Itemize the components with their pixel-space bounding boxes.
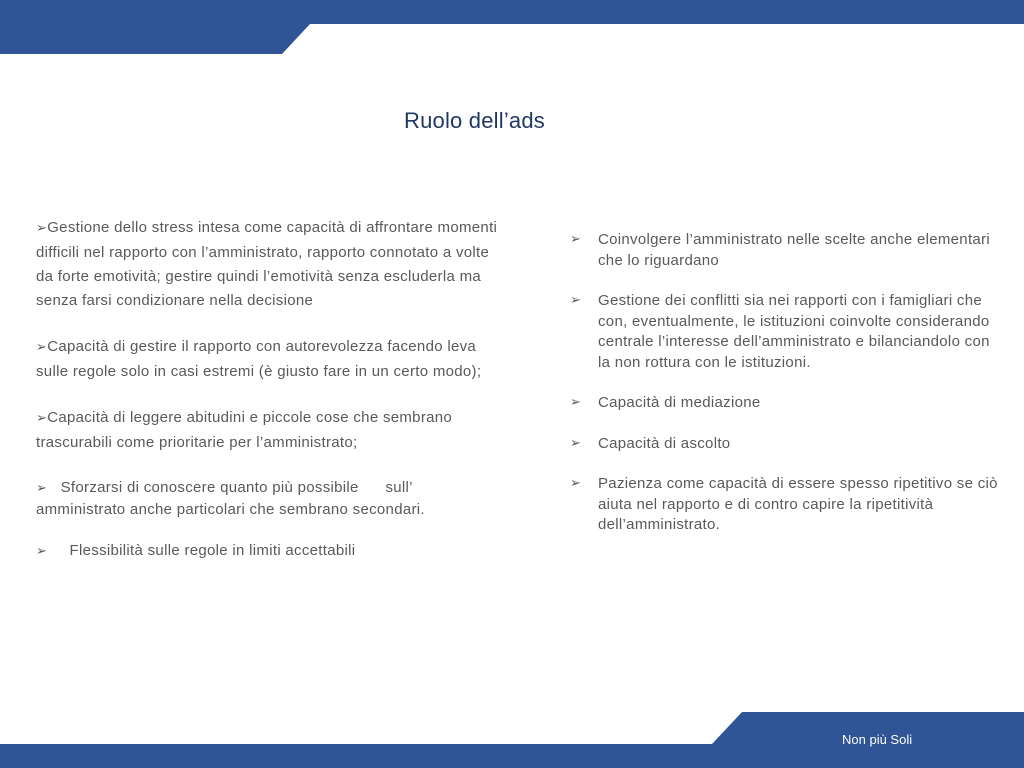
list-item — [570, 230, 1000, 271]
top-decorative-band — [0, 0, 1024, 56]
list-item — [570, 474, 1000, 536]
arrow-bullet-icon: ➢ — [570, 435, 582, 451]
arrow-bullet-icon: ➢ — [570, 476, 582, 491]
footer-label: Non più Soli — [842, 732, 913, 747]
list-item-text: Capacità di mediazione — [598, 394, 761, 411]
slide-title: Ruolo dell’ads — [404, 108, 545, 133]
list-item — [36, 406, 506, 455]
list-item-text: Capacità di gestire il rapporto con autorevolezza facendo leva sulle regole solo in casi estremi (è giusto fare in un certo modo); — [36, 338, 482, 380]
arrow-bullet-icon: ➢ — [36, 221, 48, 236]
arrow-bullet-icon: ➢ — [36, 340, 48, 355]
list-item-text: Sforzarsi di conoscere quanto più possibile sull’ amministrato anche particolari che sembrano secondari. — [36, 479, 425, 518]
list-item-text: Gestione dei conflitti sia nei rapporti con i famigliari che con, eventualmente, le istituzioni coinvolte considerando centrale l’interesse dell’amministrato e bilanciandolo con la non rottura con le istituzioni. — [598, 292, 990, 371]
arrow-bullet-icon: ➢ — [570, 395, 582, 410]
arrow-bullet-icon: ➢ — [36, 411, 48, 426]
arrow-bullet-icon: ➢ — [570, 293, 582, 308]
list-item — [36, 540, 506, 562]
right-bullet-list — [570, 230, 1000, 536]
list-item — [570, 291, 1000, 373]
list-item-text: Flessibilità sulle regole in limiti accettabili — [69, 542, 356, 559]
list-item — [570, 393, 1000, 414]
list-item-text: Pazienza come capacità di essere spesso ripetitivo se ciò aiuta nel rapporto e di contro capire la ripetitività dell’amministrato. — [598, 475, 998, 533]
arrow-bullet-icon: ➢ — [36, 481, 48, 496]
left-bullet-list — [36, 216, 506, 562]
arrow-bullet-icon: ➢ — [570, 232, 582, 247]
list-item-text: Capacità di leggere abitudini e piccole cose che sembrano trascurabili come prioritarie per l’amministrato; — [36, 409, 453, 451]
list-item-text: Capacità di ascolto — [598, 434, 731, 452]
list-item — [36, 477, 506, 520]
list-item-text: Gestione dello stress intesa come capacità di affrontare momenti difficili nel rapporto con l’amministrato, rapporto connotato a volte da forte emotività; gestire quindi l’emotività senza escluderla ma senza farsi condizionare nella decisione — [36, 219, 498, 309]
list-item — [36, 335, 506, 384]
list-item — [570, 434, 1000, 455]
list-item — [36, 216, 506, 313]
list-item-text: Coinvolgere l’amministrato nelle scelte anche elementari che lo riguardano — [598, 231, 990, 269]
arrow-bullet-icon: ➢ — [36, 544, 48, 559]
